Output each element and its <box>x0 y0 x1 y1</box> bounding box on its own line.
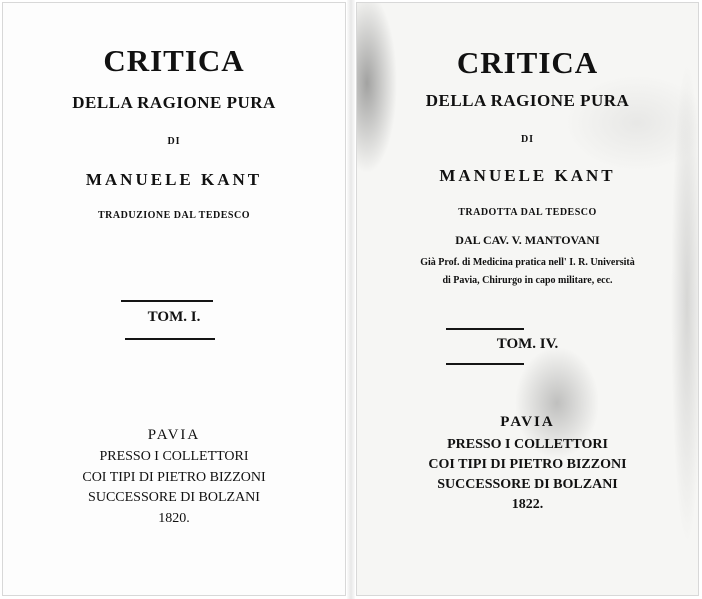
author-name: MANUELE KANT <box>85 170 263 189</box>
translator-credit-1: Già Prof. di Medicina pratica nell' I. R. Università <box>420 257 635 268</box>
title-page-volume-4 <box>356 2 699 596</box>
translator-name: DAL CAV. V. MANTOVANI <box>455 233 600 247</box>
translator-credit-2: di Pavia, Chirurgo in capo militare, ecc. <box>442 275 613 286</box>
imprint-year: 1820. <box>158 511 190 526</box>
imprint-year: 1822. <box>511 497 544 512</box>
volume-label: TOM. IV. <box>496 336 559 352</box>
book-subtitle: DELLA RAGIONE PURA <box>425 91 630 110</box>
imprint-place: PAVIA <box>500 414 555 430</box>
volume-label: TOM. I. <box>147 309 201 325</box>
imprint-publisher-2: COI TIPI DI PIETRO BIZZONI <box>82 470 266 485</box>
imprint-place: PAVIA <box>147 427 201 443</box>
spine-divider <box>347 0 355 599</box>
top-rule <box>446 328 524 330</box>
translation-note: TRADOTTA DAL TEDESCO <box>458 207 597 218</box>
book-title: CRITICA <box>456 45 599 80</box>
author-name: MANUELE KANT <box>439 166 616 185</box>
top-rule <box>121 300 213 302</box>
bottom-rule <box>446 363 524 365</box>
bottom-rule <box>125 338 215 340</box>
imprint-publisher-1: PRESSO I COLLETTORI <box>447 437 608 452</box>
title-page-volume-1 <box>2 2 346 596</box>
imprint-publisher-3: SUCCESSORE DI BOLZANI <box>437 477 618 492</box>
book-title: CRITICA <box>103 43 245 78</box>
author-preposition: DI <box>167 136 181 147</box>
imprint-publisher-1: PRESSO I COLLETTORI <box>99 449 249 464</box>
book-subtitle: DELLA RAGIONE PURA <box>72 93 276 112</box>
imprint-publisher-3: SUCCESSORE DI BOLZANI <box>88 490 260 505</box>
translation-note: TRADUZIONE DAL TEDESCO <box>98 210 250 221</box>
imprint-publisher-2: COI TIPI DI PIETRO BIZZONI <box>428 457 627 472</box>
author-preposition: DI <box>520 134 535 145</box>
